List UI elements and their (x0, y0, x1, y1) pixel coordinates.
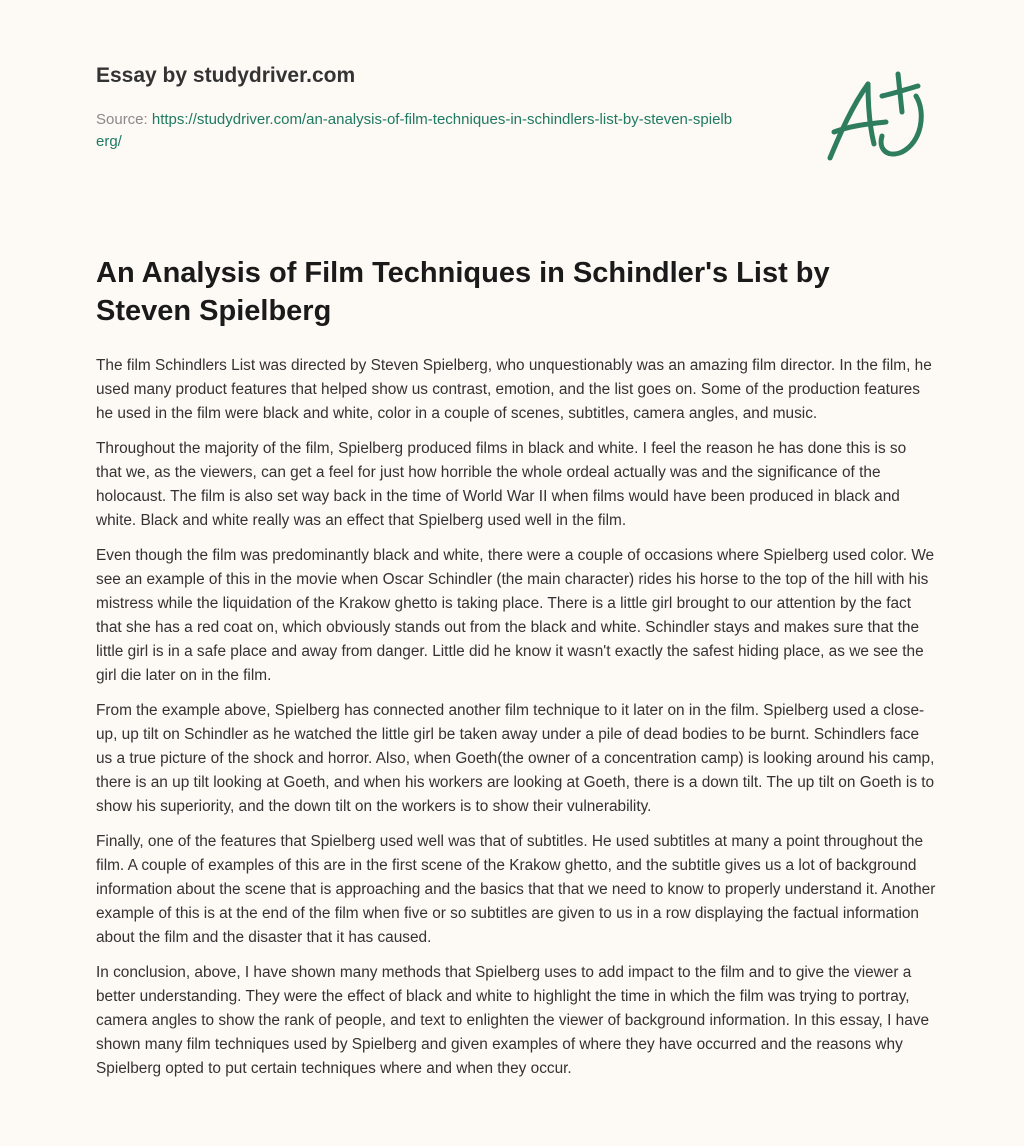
source-label: Source: (96, 111, 152, 128)
article-title: An Analysis of Film Techniques in Schindler's List by Steven Spielberg (96, 257, 830, 327)
source-line (96, 109, 736, 153)
paragraph: The film Schindlers List was directed by Steven Spielberg, who unquestionably was an amazing film director. In the film, he used many product features that helped show us contrast, emotion, and the list goes on. Some of the production features he used in the film were black and white, color in a couple of scenes, subtitles, camera angles, and music. (96, 357, 932, 422)
a-plus-grade-icon (822, 68, 928, 164)
paragraph: Throughout the majority of the film, Spielberg produced films in black and white. I feel the reason he has done this is so that we, as the viewers, can get a feel for just how horrible the whole ordeal actually was and the significance of the holocaust. The film is also set way back in the time of World War II when films would have been produced in black and white. Black and white really was an effect that Spielberg used well in the film. (96, 440, 907, 529)
paragraph: In conclusion, above, I have shown many methods that Spielberg uses to add impact to the film and to give the viewer a better understanding. They were the effect of black and white to highlight the time in which the film was trying to portray, camera angles to show the rank of people, and text to enlighten the viewer of background information. In this essay, I have shown many film techniques used by Spielberg and given examples of where they have occurred and the reasons why Spielberg opted to put certain techniques where and when they occur. (96, 964, 930, 1077)
page-header (96, 62, 796, 153)
source-link[interactable]: https://studydriver.com/an-analysis-of-film-techniques-in-schindlers-list-by-steven-spielberg/ (96, 111, 733, 150)
paragraph: Finally, one of the features that Spielberg used well was that of subtitles. He used subtitles at many a point throughout the film. A couple of examples of this are in the first scene of the Krakow ghetto, and the subtitle gives us a lot of background information about the scene that is approaching and the basics that that we need to know to properly understand it. Another example of this is at the end of the film when five or so subtitles are given to us in a row displaying the factual information about the film and the disaster that it has caused. (96, 833, 936, 946)
paragraph: From the example above, Spielberg has connected another film technique to it later on in the film. Spielberg used a close-up, up tilt on Schindler as he watched the little girl be taken away under a pile of dead bodies to be burnt. Schindlers face us a true picture of the shock and horror. Also, when Goeth(the owner of a concentration camp) is looking around his camp, there is an up tilt looking at Goeth, and when his workers are looking at Goeth, there is a down tilt. The up tilt on Goeth is to show his superiority, and the down tilt on the workers is to show their vulnerability. (96, 702, 935, 815)
paragraph: Even though the film was predominantly black and white, there were a couple of occasions where Spielberg used color. We see an example of this in the movie when Oscar Schindler (the main character) rides his horse to the top of the hill with his mistress while the liquidation of the Krakow ghetto is taking place. There is a little girl brought to our attention by the fact that she has a red coat on, which obviously stands out from the black and white. Schindler stays and makes sure that the little girl is in a safe place and away from danger. Little did he know it wasn't exactly the safest hiding place, as we see the girl die later on in the film. (96, 547, 935, 684)
article-body (96, 354, 936, 1092)
brand-title: Essay by studydriver.com (96, 64, 356, 87)
